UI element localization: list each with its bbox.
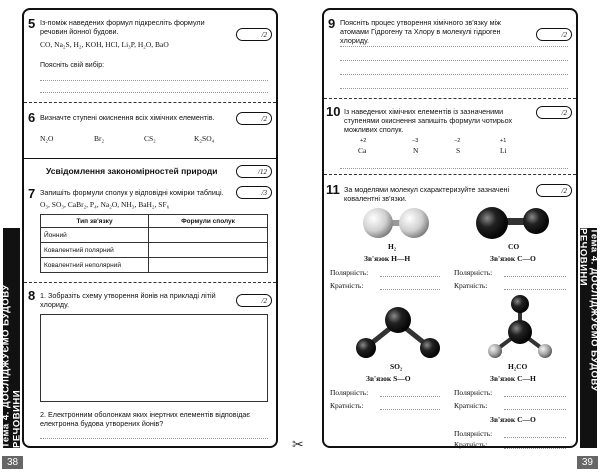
section-heading (24, 158, 276, 180)
score-field[interactable]: /3 (236, 186, 272, 199)
formula-br2: Br₂ (94, 134, 105, 143)
formula-n2o: N₂O (40, 134, 54, 143)
oxygen-atom (523, 208, 549, 234)
oxygen-atom (420, 338, 440, 358)
page-number: 38 (2, 456, 23, 469)
carbon-atom (508, 320, 532, 344)
task-text: Визначте ступені окиснення всіх хімічних елементів. (40, 113, 215, 122)
answer-line[interactable] (40, 438, 268, 439)
table-row (41, 228, 268, 243)
column-header: Формули сполук (149, 215, 268, 228)
answer-line[interactable] (340, 88, 568, 89)
formula-k2so4: K₂SO₄ (194, 134, 215, 143)
score-field[interactable]: /2 (536, 106, 572, 119)
formula-cs2: CS₂ (144, 134, 156, 143)
answer-line[interactable] (380, 289, 440, 290)
sulfur-atom (385, 307, 411, 333)
drawing-area[interactable] (40, 314, 268, 402)
hydrogen-atom (363, 208, 393, 238)
answer-cell[interactable] (149, 228, 268, 243)
molecule-name: SO₂ (390, 362, 403, 371)
h2-molecule-model (360, 206, 432, 240)
score-field[interactable]: /2 (236, 112, 272, 125)
h2co-molecule-model (484, 294, 556, 362)
section-title: Усвідомлення закономірностей природи (46, 166, 218, 176)
hydrogen-atom (488, 344, 502, 358)
task-text: Поясніть процес утворення хімічного зв'язку між атомами Гідрогену та Хлору в молекулі гідроген хлориду. (340, 18, 501, 45)
page-number: 39 (577, 456, 598, 469)
task-number: 7 (28, 186, 36, 201)
answer-line[interactable] (504, 448, 566, 449)
task-divider (24, 282, 276, 283)
answer-line[interactable] (40, 80, 268, 81)
task-text: Запишіть формули сполук у відповідні комірки таблиці. (40, 188, 224, 197)
multiplicity-label: Кратність: (330, 281, 364, 290)
answer-line[interactable] (504, 289, 566, 290)
task-text: Із наведених хімічних елементів із зазначеними ступенями окиснення запишіть формули чотирьох можливих сполук. (344, 107, 513, 134)
bond-label: Зв'язок C—O (490, 415, 536, 424)
table-row (41, 258, 268, 273)
hydrogen-atom (538, 344, 552, 358)
answer-line[interactable] (40, 92, 268, 93)
topic-side-tab: Тема 4. ДОСЛІДЖУЄМО БУДОВУ РЕЧОВИНИ (3, 228, 20, 448)
multiplicity-label: Кратність: (454, 281, 488, 290)
hydrogen-atom (399, 208, 429, 238)
task-number: 8 (28, 288, 36, 303)
answer-cell[interactable] (149, 258, 268, 273)
bond-label: Зв'язок H—H (364, 254, 411, 263)
answer-line[interactable] (504, 409, 566, 410)
multiplicity-label: Кратність: (454, 440, 488, 449)
task-divider (324, 98, 576, 99)
oxygen-atom (356, 338, 376, 358)
answer-line[interactable] (504, 396, 566, 397)
score-field[interactable]: /2 (236, 28, 272, 41)
task-number: 9 (328, 16, 336, 31)
task-number: 11 (326, 182, 340, 197)
molecule-name: H₂CO (508, 362, 528, 371)
answer-line[interactable] (340, 74, 568, 75)
polarity-label: Полярність: (330, 268, 369, 277)
oxygen-atom (511, 295, 529, 313)
worksheet-frame (22, 8, 278, 448)
task-divider (24, 102, 276, 103)
polarity-label: Полярність: (454, 388, 493, 397)
score-field[interactable]: /2 (536, 28, 572, 41)
formula-list: O₃, SO₃, CaBr₂, P₄, Na₂O, NH₃, BaH₂, SF₆ (40, 200, 170, 209)
answer-line[interactable] (380, 396, 440, 397)
task-text: Із-поміж наведених формул підкресліть формули речовин йонної будови. (40, 18, 205, 36)
task-number: 10 (326, 104, 341, 119)
task-number: 6 (28, 110, 36, 125)
answer-line[interactable] (504, 437, 566, 438)
explain-prompt: Поясніть свій вибір: (40, 62, 105, 69)
section-score-field[interactable]: /12 (236, 165, 272, 178)
row-label: Ковалентний неполярний (41, 258, 149, 273)
carbon-atom (476, 207, 508, 239)
answer-line[interactable] (340, 60, 568, 61)
column-header: Тип зв'язку (41, 215, 149, 228)
topic-side-tab: Тема 4. ДОСЛІДЖУЄМО БУДОВУ РЕЧОВИНИ (580, 228, 597, 448)
score-field[interactable]: /2 (536, 184, 572, 197)
multiplicity-label: Кратність: (330, 401, 364, 410)
so2-molecule-model (354, 304, 442, 360)
molecule-name: CO (508, 242, 520, 251)
bond-type-table (40, 214, 268, 273)
answer-line[interactable] (504, 276, 566, 277)
answer-line[interactable] (340, 168, 568, 169)
answer-cell[interactable] (149, 243, 268, 258)
molecule-name: H₂ (388, 242, 397, 251)
bond-label: Зв'язок C—O (490, 254, 536, 263)
task-divider (324, 174, 576, 175)
bond-label: Зв'язок C—H (490, 374, 536, 383)
co-molecule-model (474, 204, 554, 242)
score-field[interactable]: /2 (236, 294, 272, 307)
answer-line[interactable] (380, 276, 440, 277)
answer-line[interactable] (340, 46, 568, 47)
row-label: Йонний (41, 228, 149, 243)
table-row (41, 243, 268, 258)
task-text-part-2: 2. Електронним оболонкам яких інертних елементів відповідає електронна будова утворених йонів? (40, 410, 251, 428)
task-text-part-1: 1. Зобразіть схему утворення йонів на прикладі літій хлориду. (40, 291, 216, 309)
scissors-icon: ✂ (292, 436, 304, 452)
formula-list: CO, Na₂S, H₂, KOH, HCl, Li₃P, H₂O, BaO (40, 40, 169, 49)
row-label: Ковалентний полярний (41, 243, 149, 258)
task-text: За моделями молекул схарактеризуйте зазначені ковалентні зв'язки. (344, 185, 510, 203)
bond-label: Зв'язок S—O (366, 374, 411, 383)
worksheet-frame-right: 9 /2 Поясніть процес утворення хімічного зв'язку між атомами Гідрогену та Хлору в молекулі гідроген хлориду. 10 /2 Із наведених хімічних елементів із зазначеними ступенями окиснення запишіть формули чотирьох можливих сполук. +2 Ca −3 N −2 S +1 Li 11 /2 За моделями молекул схарактеризуйте зазначені ковалентні зв'язки. H₂ Зв'язок H—H Полярність: Кратність: CO Зв'язок C—O Полярність: Кратність: SO₂ Зв'язок S—O Полярність: Кратність: H₂CO Зв'язок C—H Полярність: Кратність: Зв'язок C—O Полярність: Кратність: (322, 8, 578, 448)
multiplicity-label: Кратність: (454, 401, 488, 410)
polarity-label: Полярність: (454, 268, 493, 277)
answer-line[interactable] (380, 409, 440, 410)
polarity-label: Полярність: (330, 388, 369, 397)
polarity-label: Полярність: (454, 429, 493, 438)
task-number: 5 (28, 16, 36, 31)
